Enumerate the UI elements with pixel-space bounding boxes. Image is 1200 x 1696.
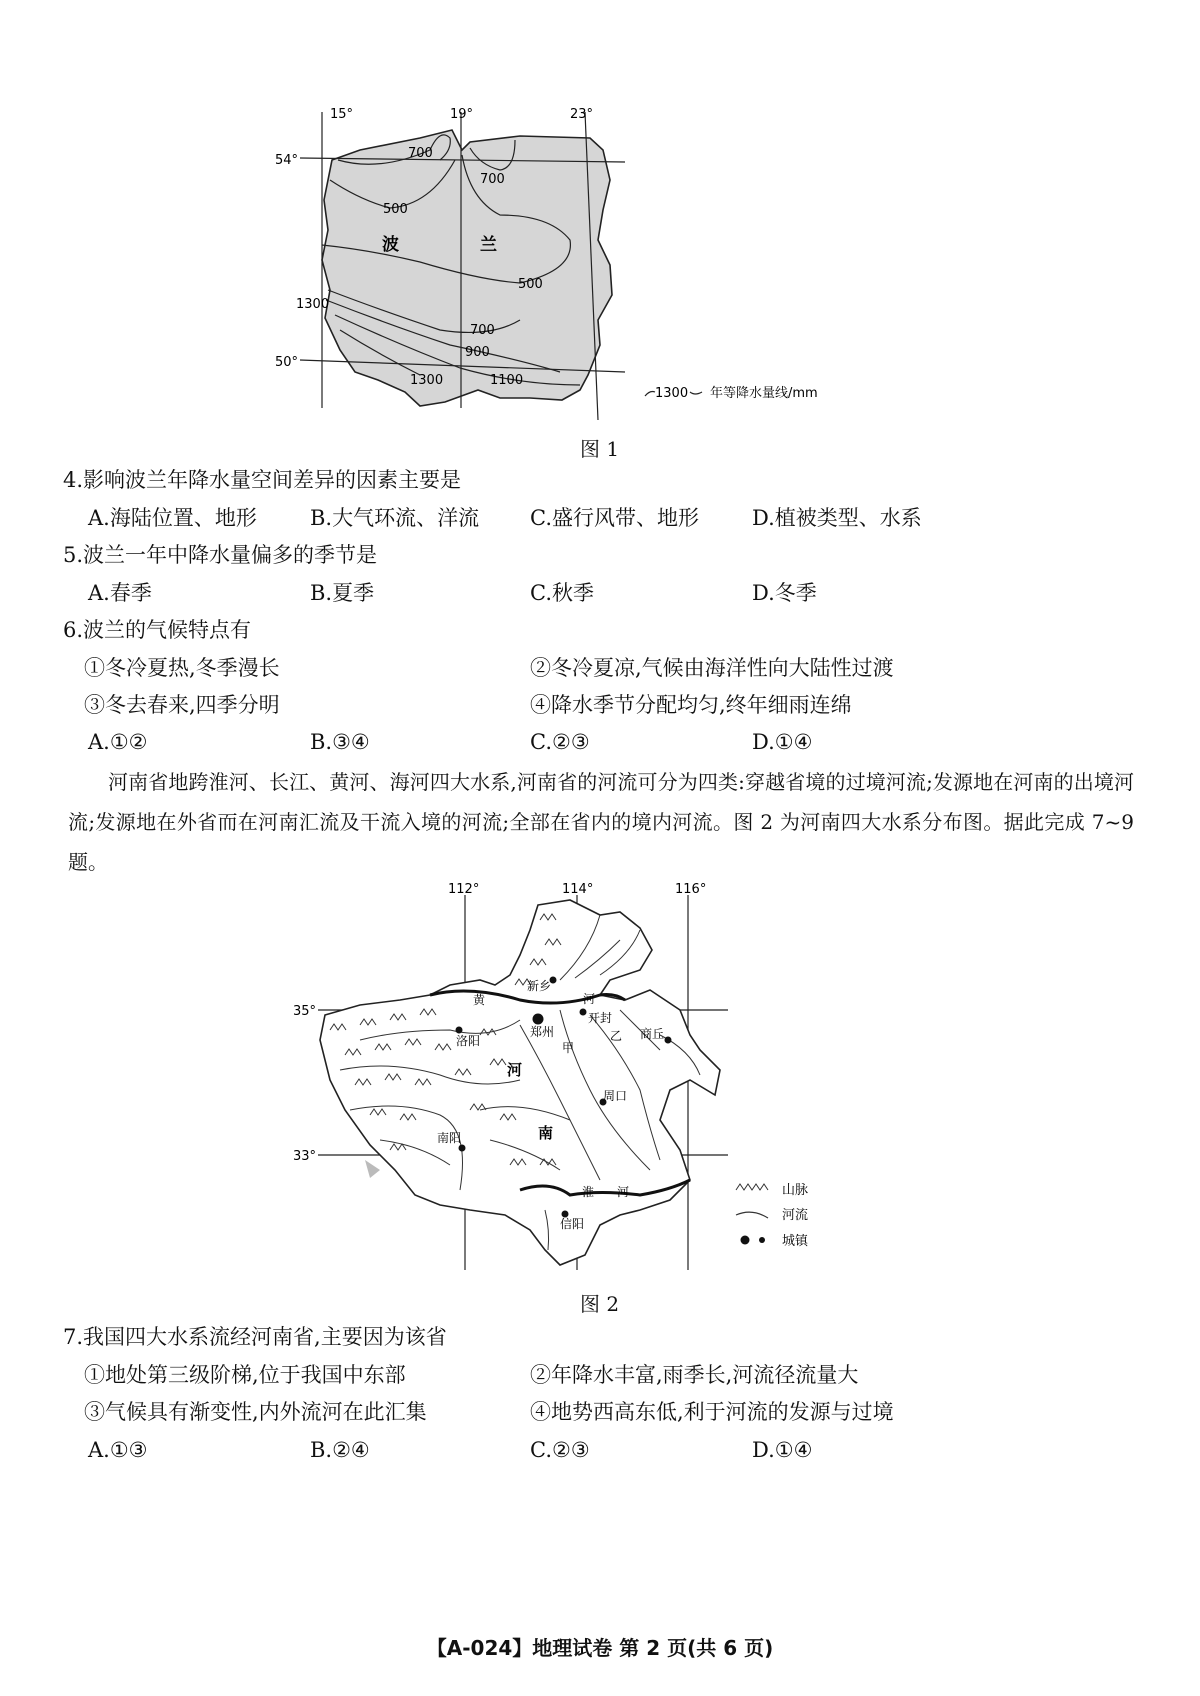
q5-option-d[interactable]: D.冬季 [752, 581, 817, 605]
q7-statement-4: ④地势西高东低,利于河流的发源与过境 [530, 1400, 894, 1424]
marker-jia: 甲 [562, 1041, 575, 1055]
mountain-legend-icon [736, 1184, 768, 1190]
q4-option-d[interactable]: D.植被类型、水系 [752, 506, 922, 530]
legend-mountain: 山脉 [782, 1183, 809, 1198]
q6-option-a[interactable]: A.①② [88, 730, 148, 754]
q6-option-b[interactable]: B.③④ [310, 730, 370, 754]
q6-statement-2: ②冬冷夏凉,气候由海洋性向大陆性过渡 [530, 656, 894, 680]
figure2-map [280, 875, 840, 1280]
city-xinxiang: 新乡 [527, 979, 552, 993]
page-footer: 【A-024】地理试卷 第 2 页(共 6 页) [426, 1636, 774, 1660]
city-legend-icon-small [759, 1237, 765, 1243]
fig1-lon-19: 19° [450, 107, 474, 122]
q7-option-a[interactable]: A.①③ [88, 1438, 148, 1462]
passage-text: 河南省地跨淮河、长江、黄河、海河四大水系,河南省的河流可分为四类:穿越省境的过境河流;发源地在河南的出境河流;发源地在外省而在河南汇流及干流入境的河流;全部在省内的境内河流。图 2 为河南四大水系分布图。据此完成 7~9 题。 [68, 770, 1134, 874]
marker-yi: 乙 [610, 1029, 623, 1043]
q4-option-b[interactable]: B.大气环流、洋流 [310, 506, 480, 530]
figure1-map [275, 100, 920, 460]
fig1-lat-50: 50° [275, 355, 299, 370]
isohyet-label: 1300 [296, 297, 330, 312]
q6-option-c[interactable]: C.②③ [530, 730, 590, 754]
isohyet-label: 700 [470, 323, 495, 338]
q6-statement-4: ④降水季节分配均匀,终年细雨连绵 [530, 693, 852, 717]
province-label-nan: 南 [538, 1124, 554, 1142]
fig1-legend-label: 年等降水量线/mm [710, 386, 818, 401]
fig1-lat-54: 54° [275, 153, 299, 168]
city-xinyang: 信阳 [560, 1217, 585, 1231]
isohyet-label: 500 [383, 202, 408, 217]
isohyet-label: 700 [480, 172, 505, 187]
country-label-lan: 兰 [480, 235, 497, 255]
q6-statement-1: ①冬冷夏热,冬季漫长 [84, 656, 280, 680]
legend-river: 河流 [782, 1208, 809, 1223]
city-kaifeng: 开封 [588, 1011, 613, 1025]
figure1-caption: 图 1 [580, 437, 620, 461]
q7-option-d[interactable]: D.①④ [752, 1438, 813, 1462]
q4-stem: 4.影响波兰年降水量空间差异的因素主要是 [63, 468, 462, 492]
province-label-he: 河 [507, 1061, 523, 1079]
q7-option-c[interactable]: C.②③ [530, 1438, 590, 1462]
henan-outline [320, 900, 720, 1265]
q5-option-b[interactable]: B.夏季 [310, 581, 375, 605]
fig2-lon-112: 112° [448, 882, 480, 897]
isohyet-label: 500 [518, 277, 543, 292]
isohyet-label: 1100 [490, 373, 524, 388]
q7-statement-1: ①地处第三级阶梯,位于我国中东部 [84, 1363, 406, 1387]
fig2-lat-35: 35° [293, 1004, 317, 1019]
q5-option-c[interactable]: C.秋季 [530, 581, 594, 605]
fig2-lon-116: 116° [675, 882, 707, 897]
fig1-lon-23: 23° [570, 107, 594, 122]
country-label-bo: 波 [382, 235, 399, 255]
river-legend-icon [736, 1212, 768, 1218]
river-label-huai: 淮 [582, 1185, 595, 1199]
fig2-lat-33: 33° [293, 1149, 317, 1164]
q7-option-b[interactable]: B.②④ [310, 1438, 370, 1462]
fig1-lon-15: 15° [330, 107, 354, 122]
city-nanyang: 南阳 [437, 1131, 462, 1145]
city-legend-icon-large [741, 1236, 750, 1245]
q5-option-a[interactable]: A.春季 [88, 581, 152, 605]
fig1-legend-value: 1300 [655, 386, 689, 401]
city-zhoukou: 周口 [603, 1089, 628, 1103]
isohyet-label: 700 [408, 146, 433, 161]
q7-stem: 7.我国四大水系流经河南省,主要因为该省 [63, 1325, 447, 1349]
q6-option-d[interactable]: D.①④ [752, 730, 813, 754]
q7-statement-2: ②年降水丰富,雨季长,河流径流量大 [530, 1363, 859, 1387]
city-shangqiu: 商丘 [640, 1027, 665, 1041]
river-label-he1: 河 [583, 992, 596, 1006]
river-label-he2: 河 [617, 1185, 630, 1199]
q6-stem: 6.波兰的气候特点有 [63, 618, 252, 642]
city-zhengzhou: 郑州 [530, 1025, 555, 1039]
q4-option-c[interactable]: C.盛行风带、地形 [530, 506, 699, 530]
legend-city: 城镇 [782, 1234, 809, 1249]
q4-option-a[interactable]: A.海陆位置、地形 [88, 506, 257, 530]
poland-outline [322, 130, 612, 406]
fig2-lon-114: 114° [562, 882, 594, 897]
city-luoyang: 洛阳 [456, 1034, 481, 1048]
isohyet-label: 900 [465, 345, 490, 360]
figure2-caption: 图 2 [580, 1292, 620, 1316]
isohyet-label: 1300 [410, 373, 444, 388]
q6-statement-3: ③冬去春来,四季分明 [84, 693, 280, 717]
river-label-huang: 黄 [473, 993, 486, 1007]
q5-stem: 5.波兰一年中降水量偏多的季节是 [63, 543, 378, 567]
q7-statement-3: ③气候具有渐变性,内外流河在此汇集 [84, 1400, 427, 1424]
